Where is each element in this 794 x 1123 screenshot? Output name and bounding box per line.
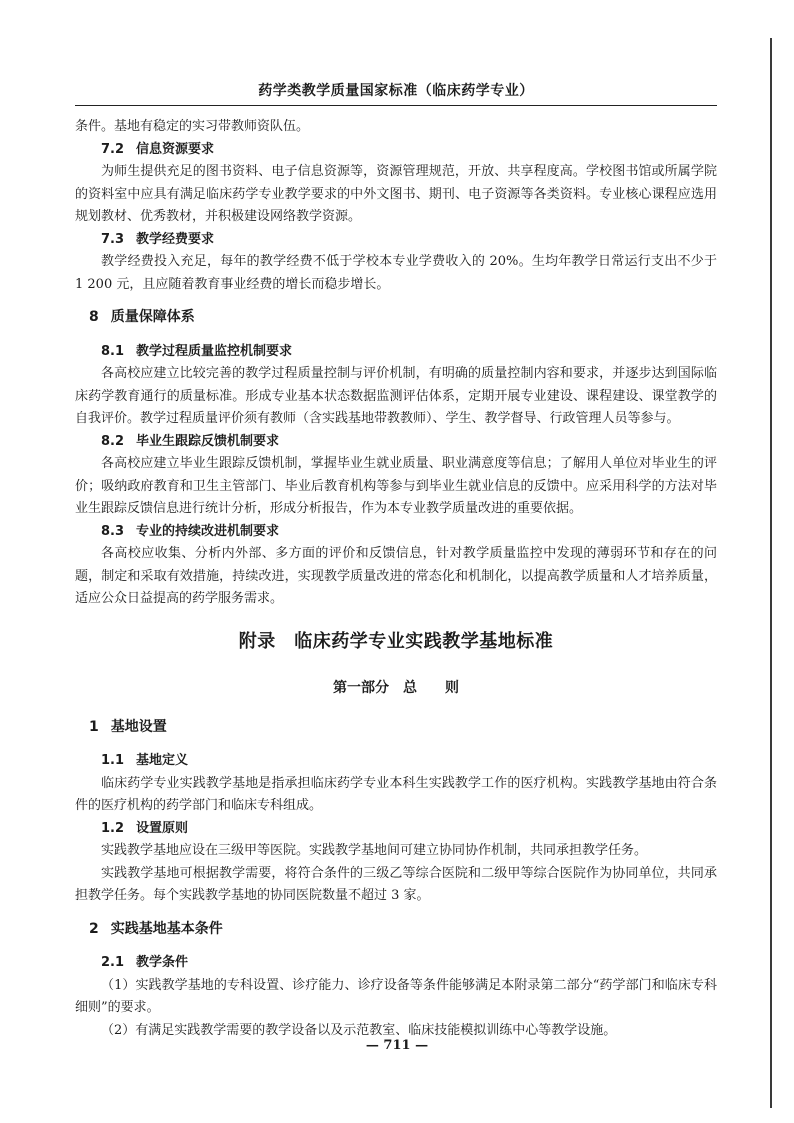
scan-edge-line (770, 38, 772, 1108)
paragraph: （2）有满足实践教学需要的教学设备以及示范教室、临床技能模拟训练中心等教学设施。 (101, 1022, 617, 1038)
paragraph: 临床药学专业实践教学基地是指承担临床药学专业本科生实践教学工作的医疗机构。实践教学基地由符合条件的医疗机构的药学部门和临床专科组成。 (75, 775, 717, 813)
heading-text: 基地定义 (136, 753, 189, 768)
heading-text: 信息资源要求 (136, 141, 215, 157)
heading-number: 7.2 (101, 141, 125, 157)
heading-number: 2 (89, 920, 99, 937)
heading-number: 8.2 (101, 433, 125, 449)
heading-number: 8 (89, 309, 99, 325)
part-title: 第一部分 总 则 (333, 680, 459, 696)
section-heading (75, 918, 717, 941)
paragraph: 各高校应收集、分析内外部、多方面的评价和反馈信息，针对教学质量监控中发现的薄弱环节和存在的问题，制定和采取有效措施，持续改进，实现教学质量改进的常态化和机制化，以提高教学质量和人才培养质量，适应公众日益提高的药学服务需求。 (75, 546, 717, 606)
heading-text: 毕业生跟踪反馈机制要求 (136, 433, 280, 449)
body-content (75, 116, 717, 1042)
heading-text: 教学条件 (136, 955, 189, 970)
heading-number: 8.1 (101, 343, 125, 359)
subsection-heading (75, 750, 717, 773)
paragraph: （1）实践教学基地的专科设置、诊疗能力、诊疗设备等条件能够满足本附录第二部分“药学部门和临床专科细则”的要求。 (75, 977, 717, 1015)
heading-text: 质量保障体系 (110, 309, 195, 325)
appendix-title: 附录 临床药学专业实践教学基地标准 (238, 630, 554, 652)
header-rule (75, 105, 717, 106)
heading-number: 2.1 (101, 955, 125, 970)
paragraph: 实践教学基地应设在三级甲等医院。实践教学基地间可建立协同协作机制，共同承担教学任务。 (101, 843, 648, 858)
section-heading (75, 306, 717, 329)
heading-text: 教学经费要求 (136, 231, 215, 247)
heading-number: 1.2 (101, 820, 125, 836)
heading-text: 实践基地基本条件 (110, 920, 223, 937)
section-heading (75, 716, 717, 739)
subsection-heading (75, 952, 717, 975)
running-header: 药学类教学质量国家标准（临床药学专业） (258, 83, 534, 99)
paragraph: 各高校应建立毕业生跟踪反馈机制，掌握毕业生就业质量、职业满意度等信息；了解用人单位对毕业生的评价；吸纳政府教育和卫生主管部门、毕业后教育机构等参与到毕业生就业信息的反馈中。应采用科学的方法对毕业生跟踪反馈信息进行统计分析，形成分析报告，作为本专业教学质量改进的重要依据。 (75, 456, 717, 516)
paragraph: 各高校应建立比较完善的教学过程质量控制与评价机制，有明确的质量控制内容和要求，并逐步达到国际临床药学教育通行的质量标准。形成专业基本状态数据监测评估体系，定期开展专业建设、课程建设、课堂教学的自我评价。教学过程质量评价须有教师（含实践基地带教教师）、学生、教学督导、行政管理人员等参与。 (75, 366, 717, 426)
subsection-heading (75, 341, 717, 364)
heading-number: 8.3 (101, 523, 125, 539)
subsection-heading (75, 139, 717, 162)
heading-number: 1.1 (101, 753, 125, 768)
paragraph: 条件。基地有稳定的实习带教师资队伍。 (75, 119, 310, 134)
heading-number: 1 (89, 718, 99, 735)
subsection-heading (75, 818, 717, 841)
subsection-heading (75, 229, 717, 252)
heading-text: 基地设置 (110, 718, 167, 735)
paragraph: 实践教学基地可根据教学需要，将符合条件的三级乙等综合医院和二级甲等综合医院作为协同单位，共同承担教学任务。每个实践教学基地的协同医院数量不超过 3 家。 (75, 865, 717, 903)
heading-number: 7.3 (101, 231, 125, 247)
page-number: — 711 — (365, 1038, 429, 1053)
subsection-heading (75, 431, 717, 454)
heading-text: 设置原则 (136, 820, 189, 836)
paragraph: 为师生提供充足的图书资料、电子信息资源等，资源管理规范，开放、共享程度高。学校图书馆或所属学院的资料室中应具有满足临床药学专业教学要求的中外文图书、期刊、电子资源等各类资料。专业核心课程应选用规划教材、优秀教材，并积极建设网络教学资源。 (75, 164, 717, 224)
subsection-heading (75, 521, 717, 544)
heading-text: 教学过程质量监控机制要求 (136, 343, 293, 359)
heading-text: 专业的持续改进机制要求 (136, 523, 280, 539)
paragraph: 教学经费投入充足，每年的教学经费不低于学校本专业学费收入的 20%。生均年教学日常运行支出不少于 1 200 元，且应随着教育事业经费的增长而稳步增长。 (75, 254, 717, 292)
